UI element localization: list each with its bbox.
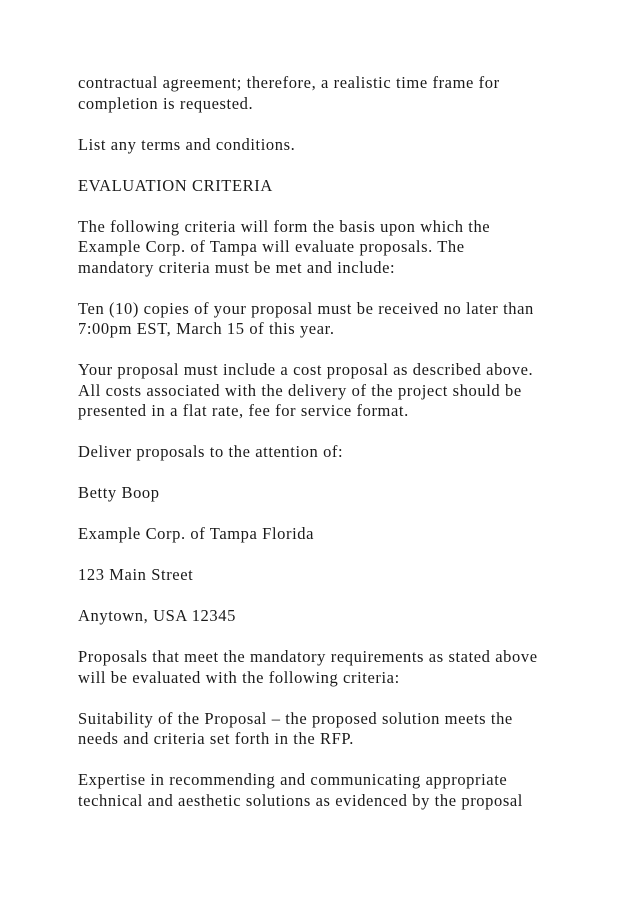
- text-line: completion is requested.: [78, 93, 254, 113]
- text-line: Deliver proposals to the attention of:: [78, 442, 344, 461]
- text-line: All costs associated with the delivery of the project should be: [78, 380, 522, 400]
- address-street: [78, 565, 578, 586]
- paragraph-evaluation: [78, 647, 578, 688]
- paragraph-expertise: [78, 770, 578, 811]
- text-line: contractual agreement; therefore, a realistic time frame for: [78, 73, 500, 92]
- paragraph-copies: [78, 299, 578, 340]
- paragraph-cost: [78, 360, 578, 422]
- text-line: 7:00pm EST, March 15 of this year.: [78, 319, 335, 338]
- text-line: presented in a flat rate, fee for service format.: [78, 401, 409, 420]
- section-heading: [78, 176, 578, 197]
- text-line: Your proposal must include a cost proposal as described above.: [78, 360, 534, 379]
- text-line: needs and criteria set forth in the RFP.: [78, 729, 355, 748]
- heading-text: EVALUATION CRITERIA: [78, 175, 273, 195]
- paragraph-completion: [78, 73, 578, 114]
- document-body: [78, 73, 578, 832]
- text-line: technical and aesthetic solutions as evidenced by the proposal: [78, 790, 523, 810]
- address-city: [78, 606, 578, 627]
- paragraph-terms: [78, 135, 578, 156]
- text-line: Ten (10) copies of your proposal must be received no later than: [78, 298, 534, 318]
- address-company: [78, 524, 578, 545]
- text-line: Suitability of the Proposal – the proposed solution meets the: [78, 708, 513, 728]
- paragraph-deliver: [78, 442, 578, 463]
- text-line: will be evaluated with the following criteria:: [78, 667, 400, 687]
- text-line: Betty Boop: [78, 483, 160, 502]
- text-line: Example Corp. of Tampa will evaluate proposals. The: [78, 237, 465, 256]
- paragraph-criteria-intro: [78, 217, 578, 279]
- text-line: List any terms and conditions.: [78, 134, 296, 154]
- text-line: Expertise in recommending and communicating appropriate: [78, 770, 508, 789]
- text-line: 123 Main Street: [78, 565, 194, 584]
- text-line: Proposals that meet the mandatory requirements as stated above: [78, 647, 538, 666]
- text-line: Anytown, USA 12345: [78, 606, 236, 625]
- address-name: [78, 483, 578, 504]
- text-line: Example Corp. of Tampa Florida: [78, 524, 315, 543]
- text-line: mandatory criteria must be met and include:: [78, 257, 396, 277]
- text-line: The following criteria will form the basis upon which the: [78, 216, 491, 236]
- paragraph-suitability: [78, 709, 578, 750]
